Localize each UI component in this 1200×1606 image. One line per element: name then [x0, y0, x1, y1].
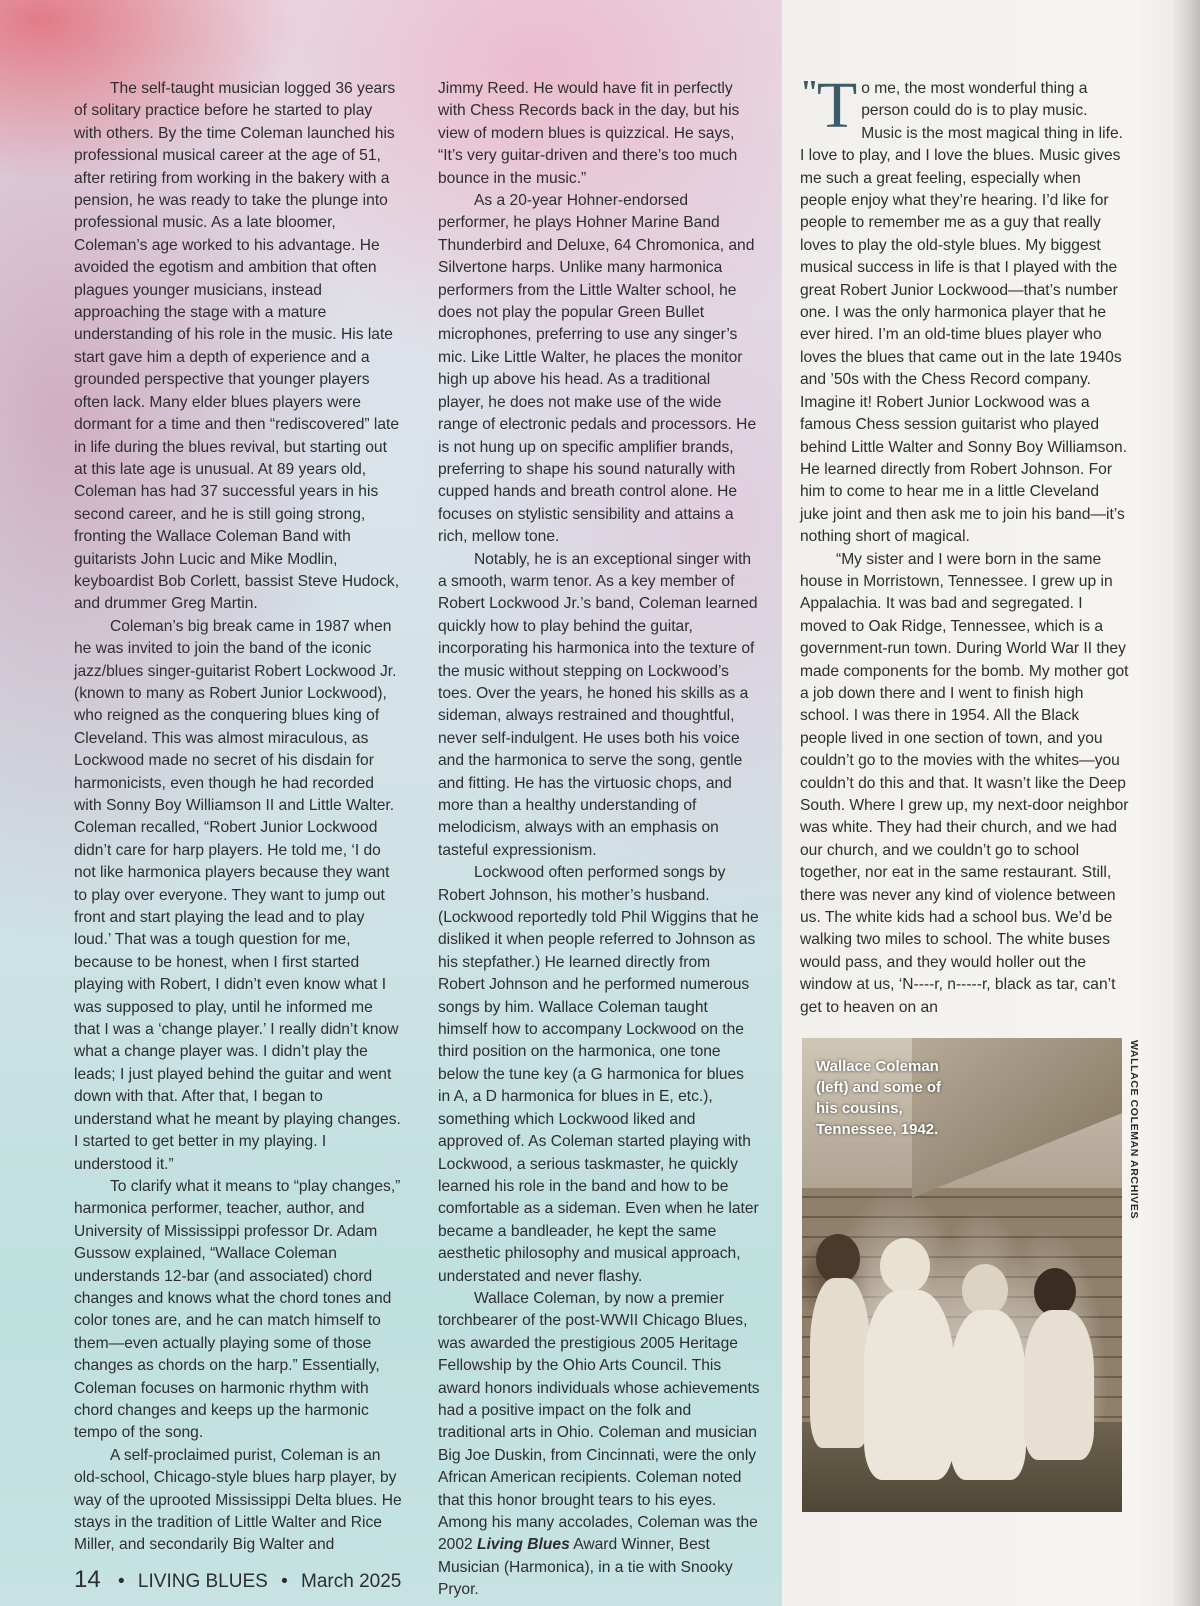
magazine-name: LIVING BLUES [137, 1571, 268, 1592]
child-figure [950, 1310, 1026, 1480]
paragraph-text-end: Award Winner, Best Musician (Harmonica), in a tie with Snooky Pryor. [438, 1536, 733, 1599]
child-figure [816, 1234, 860, 1284]
footer-bullet: • [281, 1571, 288, 1592]
paragraph: Coleman’s big break came in 1987 when he was invited to join the band of the iconic jazz/blues singer-guitarist Robert Lockwood Jr. (known to many as Robert Junior Lockwood), who reigned as the conquering blues king of Cleveland. This was almost miraculous, as Lockwood made no secret of his disdain for harmonicists, even though he had recorded with Sonny Boy Williamson II and Little Walter. Coleman recalled, “Robert Junior Lockwood didn’t care for harp players. He told me, ‘I do not like harmonica players because they want to play over everyone. They want to jump out front and start playing the lead and to play loud.’ That was a tough question for me, because to be honest, when I first started playing with Robert, I didn’t even know what I was supposed to play, until he informed me that I was a ‘change player.’ I really didn’t know what a change player was. I didn’t play the leads; I just played behind the guitar and went down with that. After that, I began to understand what he meant by playing changes. I started to get better in my playing. I understood it.” [74, 617, 401, 1173]
paragraph: As a 20-year Hohner-endorsed performer, he plays Hohner Marine Band Thunderbird and Deluxe, 64 Chromonica, and Silvertone harps. Unlike many harmonica performers from the Little Walter school, he does not play the popular Green Bullet microphones, preferring to use any singer’s mic. Like Little Walter, he places the monitor high up above his head. As a traditional player, he does not make use of the wide range of electronic pedals and processors. He is not hung up on specific amplifier brands, preferring to shape his sound naturally with cupped hands and breath control alone. He focuses on stylistic sensibility and attains a rich, mellow tone. [438, 192, 757, 546]
issue-date: March 2025 [301, 1571, 402, 1592]
paragraph: The self-taught musician logged 36 years of solitary practice before he started to play with others. By the time Coleman launched his professional musical career at the age of 51, after retiring from working in the bakery with a pension, he was ready to take the plunge into professional music. As a late bloomer, Coleman’s age worked to his advantage. He avoided the egotism and ambition that often plagues younger musicians, instead approaching the stage with a mature understanding of his role in the music. His late start gave him a depth of experience and a grounded perspective that younger players often lack. Many elder blues players were dormant for a time and then “rediscovered” late in life during the blues revival, but starting out at this late age is unusual. At 89 years old, Coleman has had 37 successful years in his second career, and he is still going strong, fronting the Wallace Coleman Band with guitarists John Lucic and Mike Modlin, keyboardist Bob Corlett, bassist Steve Hudock, and drummer Greg Martin. [74, 80, 400, 613]
quote-text: o me, the most wonderful thing a person could do is to play music. Music is the most magical thing in life. I love to play, and I love the blues. Music gives me such a great feeling, especially when people enjoy what they’re hearing. I’d like for people to remember me as a guy that really loves to play the old-style blues. My biggest musical success in life is that I played with the great Robert Junior Lockwood—that’s number one. I was the only harmonica player that he ever hired. I’m an old-time blues player who loves the blues that came out in the late 1940s and ’50s with the Chess Record company. Imagine it! Robert Junior Lockwood was a famous Chess session guitarist who played behind Little Walter and Sonny Boy Williamson. He learned directly from Robert Johnson. For him to come to hear me in a little Cleveland juke joint and then ask me to join his band—it’s nothing short of magical. [800, 80, 1128, 546]
paragraph: Jimmy Reed. He would have fit in perfectly with Chess Records back in the day, but his view of modern blues is quizzical. He says, “It’s very guitar-driven and there’s too much bounce in the music.” [438, 80, 740, 187]
photo-credit: WALLACE COLEMAN ARCHIVES [1128, 1040, 1140, 1220]
footer-bullet: • [117, 1571, 125, 1592]
paragraph: To clarify what it means to “play changes,” harmonica performer, teacher, author, and University of Mississippi professor Dr. Adam Gussow explained, “Wallace Coleman understands 12-bar (and associated) chord changes and knows what the chord tones and color tones are, and he can match himself to them—even actually playing some of those changes as chords on the harp.” Essentially, Coleman focuses on harmonic rhythm with chord changes and keeps up the harmonic tempo of the song. [74, 1177, 401, 1442]
drop-cap: T [816, 69, 858, 142]
quote-paragraph [800, 69, 1130, 549]
child-figure [880, 1238, 930, 1294]
paragraph: A self-proclaimed purist, Coleman is an old-school, Chicago-style blues harp player, by way of the uprooted Mississippi Delta blues. He stays in the tradition of Little Walter and Rice Miller, and secondarily Big Walter and [74, 1446, 402, 1554]
page-edge-shadow [1172, 0, 1200, 1606]
quote-mark: " [800, 74, 819, 111]
page-footer [74, 1566, 401, 1594]
paragraph: Lockwood often performed songs by Robert Johnson, his mother’s husband. (Lockwood reportedly told Phil Wiggins that he disliked it when people referred to Johnson as his stepfather.) He learned directly from Robert Johnson and he performed numerous songs by him. Wallace Coleman taught himself how to accompany Lockwood on the third position on the harmonica, one tone below the tune key (a G harmonica for blues in A, a D harmonica for blues in E, etc.), something which Lockwood liked and approved of. As Coleman started playing with Lockwood, a serious taskmaster, he quickly learned his role in the band and how to be comfortable as a sideman. Even when he later became a bandleader, he kept the same aesthetic philosophy and musical approach, understated and never flashy. [438, 864, 759, 1285]
child-figure [1024, 1310, 1094, 1460]
interview-quote-column [800, 69, 1130, 1019]
child-figure [864, 1290, 954, 1480]
paragraph: Notably, he is an exceptional singer with a smooth, warm tenor. As a key member of Robert Lockwood Jr.’s band, Coleman learned quickly how to play behind the guitar, incorporating his harmonica into the texture of the music without stepping on Lockwood’s toes. Over the years, he honed his skills as a sideman, always restrained and thoughtful, never self-indulgent. He uses both his voice and the harmonica to serve the song, gentle and fitting. He has the virtuosic chops, and more than a healthy understanding of melodicism, always with an emphasis on tasteful expressionism. [438, 550, 758, 859]
child-figure [1034, 1268, 1076, 1316]
article-column-1 [74, 78, 402, 1557]
paragraph [438, 1288, 760, 1602]
page-number: 14 [74, 1566, 101, 1593]
child-figure [962, 1264, 1008, 1316]
paragraph-text: Wallace Coleman, by now a premier torchbearer of the post-WWII Chicago Blues, was awarded the prestigious 2005 Heritage Fellowship by the Ohio Arts Council. This award honors individuals whose achievements had a positive impact on the folk and traditional arts in Ohio. Coleman and musician Big Joe Duskin, from Cincinnati, were the only African American recipients. Coleman noted that this honor brought tears to his eyes. Among his many accolades, Coleman was the 2002 [438, 1289, 760, 1554]
child-figure [810, 1278, 870, 1448]
photo-caption: Wallace Coleman (left) and some of his cousins, Tennessee, 1942. [816, 1058, 942, 1138]
magazine-title-italic: Living Blues [477, 1536, 570, 1554]
article-column-2 [438, 78, 760, 1602]
quote-paragraph: “My sister and I were born in the same house in Morristown, Tennessee. I grew up in Appalachia. It was bad and segregated. I moved to Oak Ridge, Tennessee, which is a government-run town. During World War II they made components for the bomb. My mother got a job down there and I went to finish high school. I was there in 1954. All the Black people lived in one section of town, and you couldn’t go to the movies with the whites—you couldn’t do this and that. It wasn’t like the Deep South. Where I grew up, my next-door neighbor was white. They had their church, and we had our church, and we couldn’t go to school together, nor eat in the same restaurant. Still, there was never any kind of violence between us. The white kids had a school bus. We’d be walking two miles to school. The white buses would pass, and they would holler out the window at us, ‘N----r, n-----r, black as tar, can’t get to heaven on an [800, 550, 1129, 1016]
